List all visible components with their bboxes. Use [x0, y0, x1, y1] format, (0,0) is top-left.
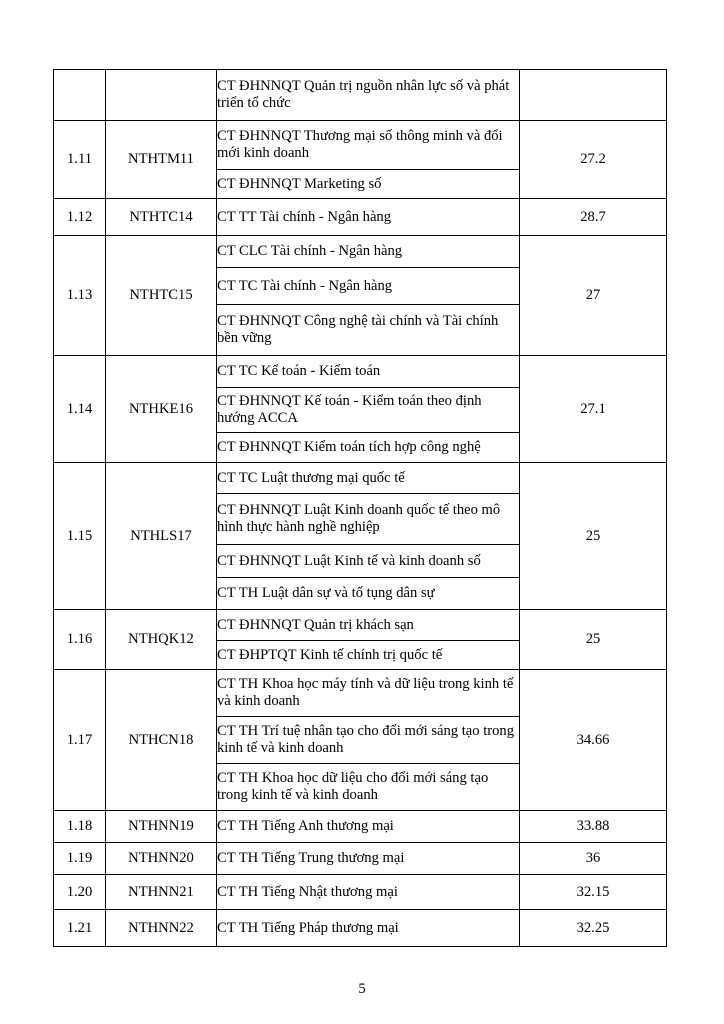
stt-cell: 1.14 — [54, 356, 106, 463]
table-row — [54, 463, 667, 494]
program-code-cell: NTHTC14 — [106, 199, 217, 236]
program-name-cell: CT TH Luật dân sự và tố tụng dân sự — [217, 578, 520, 610]
program-code-cell: NTHCN18 — [106, 670, 217, 811]
stt-cell: 1.21 — [54, 910, 106, 947]
program-code-cell — [106, 70, 217, 121]
program-name-cell: CT ĐHNNQT Quản trị nguồn nhân lực số và phát triển tổ chức — [217, 70, 520, 121]
admission-score-cell: 33.88 — [520, 811, 667, 843]
program-code-cell: NTHLS17 — [106, 463, 217, 610]
stt-cell: 1.16 — [54, 610, 106, 670]
table-row — [54, 843, 667, 875]
admission-score-cell: 27 — [520, 236, 667, 356]
program-name-cell: CT ĐHNNQT Luật Kinh tế và kinh doanh số — [217, 545, 520, 578]
program-code-cell: NTHNN19 — [106, 811, 217, 843]
program-name-cell: CT ĐHNNQT Marketing số — [217, 170, 520, 199]
stt-cell: 1.19 — [54, 843, 106, 875]
admission-score-cell: 34.66 — [520, 670, 667, 811]
program-name-cell: CT TH Tiếng Pháp thương mại — [217, 910, 520, 947]
table-row — [54, 236, 667, 268]
stt-cell: 1.17 — [54, 670, 106, 811]
admission-score-cell: 32.25 — [520, 910, 667, 947]
program-code-cell: NTHTM11 — [106, 121, 217, 199]
program-code-cell: NTHKE16 — [106, 356, 217, 463]
admission-score-cell: 27.2 — [520, 121, 667, 199]
table-row — [54, 670, 667, 717]
table-row — [54, 356, 667, 388]
stt-cell: 1.13 — [54, 236, 106, 356]
program-name-cell: CT TC Luật thương mại quốc tế — [217, 463, 520, 494]
table-row — [54, 199, 667, 236]
page-number: 5 — [358, 981, 366, 997]
program-name-cell: CT TH Trí tuệ nhân tạo cho đổi mới sáng tạo trong kinh tế và kinh doanh — [217, 717, 520, 764]
table-body — [54, 70, 667, 947]
program-name-cell: CT TC Tài chính - Ngân hàng — [217, 268, 520, 305]
program-name-cell: CT CLC Tài chính - Ngân hàng — [217, 236, 520, 268]
program-name-cell: CT ĐHNNQT Kiểm toán tích hợp công nghệ — [217, 433, 520, 463]
program-name-cell: CT TC Kế toán - Kiểm toán — [217, 356, 520, 388]
stt-cell: 1.11 — [54, 121, 106, 199]
table-row — [54, 70, 667, 121]
program-name-cell: CT ĐHNNQT Quản trị khách sạn — [217, 610, 520, 641]
stt-cell: 1.12 — [54, 199, 106, 236]
admission-score-cell: 27.1 — [520, 356, 667, 463]
program-name-cell: CT TH Tiếng Nhật thương mại — [217, 875, 520, 910]
program-name-cell: CT TT Tài chính - Ngân hàng — [217, 199, 520, 236]
program-code-cell: NTHNN22 — [106, 910, 217, 947]
table-row — [54, 811, 667, 843]
table-row — [54, 121, 667, 170]
program-code-cell: NTHTC15 — [106, 236, 217, 356]
admission-score-cell: 25 — [520, 463, 667, 610]
stt-cell: 1.18 — [54, 811, 106, 843]
admission-score-cell: 32.15 — [520, 875, 667, 910]
admission-score-cell: 25 — [520, 610, 667, 670]
stt-cell — [54, 70, 106, 121]
program-name-cell: CT ĐHNNQT Kế toán - Kiểm toán theo định hướng ACCA — [217, 388, 520, 433]
program-code-cell: NTHQK12 — [106, 610, 217, 670]
admission-score-cell: 28.7 — [520, 199, 667, 236]
program-name-cell: CT ĐHNNQT Luật Kinh doanh quốc tế theo mô hình thực hành nghề nghiệp — [217, 494, 520, 545]
program-name-cell: CT TH Tiếng Anh thương mại — [217, 811, 520, 843]
table-row — [54, 875, 667, 910]
table-row — [54, 910, 667, 947]
program-code-cell: NTHNN21 — [106, 875, 217, 910]
admission-score-table — [53, 69, 667, 947]
program-name-cell: CT ĐHNNQT Thương mại số thông minh và đổi mới kinh doanh — [217, 121, 520, 170]
table-row — [54, 610, 667, 641]
stt-cell: 1.15 — [54, 463, 106, 610]
admission-score-cell: 36 — [520, 843, 667, 875]
program-name-cell: CT TH Tiếng Trung thương mại — [217, 843, 520, 875]
admission-score-cell — [520, 70, 667, 121]
program-name-cell: CT TH Khoa học dữ liệu cho đổi mới sáng tạo trong kinh tế và kinh doanh — [217, 764, 520, 811]
program-name-cell: CT ĐHNNQT Công nghệ tài chính và Tài chính bền vững — [217, 305, 520, 356]
program-code-cell: NTHNN20 — [106, 843, 217, 875]
program-name-cell: CT TH Khoa học máy tính và dữ liệu trong kinh tế và kinh doanh — [217, 670, 520, 717]
program-name-cell: CT ĐHPTQT Kinh tế chính trị quốc tế — [217, 641, 520, 670]
stt-cell: 1.20 — [54, 875, 106, 910]
